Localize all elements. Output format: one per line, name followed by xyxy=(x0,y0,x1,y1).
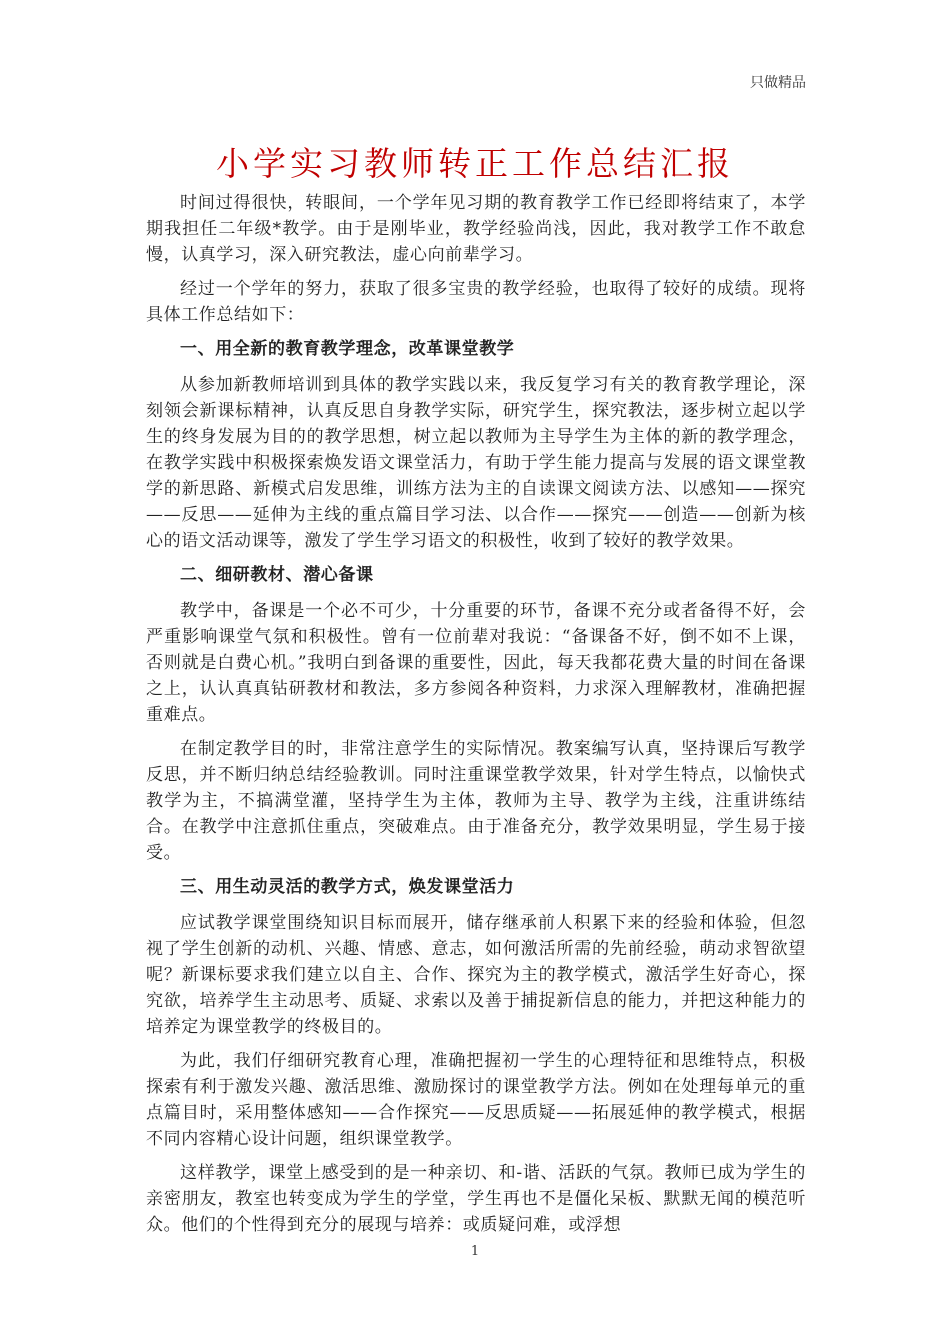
paragraph-section-2b: 在制定教学目的时，非常注意学生的实际情况。教案编写认真，坚持课后写教学反思，并不断归纳总结经验教训。同时注重课堂教学效果，针对学生特点，以愉快式教学为主，不搞满堂灌，坚持学生为主体，教师为主导、教学为主线，注重讲练结合。在教学中注意抓住重点，突破难点。由于准备充分，教学效果明显，学生易于接受。 xyxy=(146,739,806,863)
paragraph-section-1: 从参加新教师培训到具体的教学实践以来，我反复学习有关的教育教学理论，深刻领会新课标精神，认真反思自身教学实际，研究学生，探究教法，逐步树立起以学生的终身发展为目的的教学思想，树立起以教师为主导学生为主体的新的教学理念，在教学实践中积极探索焕发语文课堂活力，有助于学生能力提高与发展的语文课堂教学的新思路、新模式启发思维，训练方法为主的自读课文阅读方法、以感知——探究——反思——延伸为主线的重点篇目学习法、以合作——探究——创造——创新为核心的语文活动课等，激发了学生学习语文的积极性，收到了较好的教学效果。 xyxy=(146,375,806,551)
section-heading-3: 三、用生动灵活的教学方式，焕发课堂活力 xyxy=(180,877,515,897)
paragraph-section-3b: 为此，我们仔细研究教育心理，准确把握初一学生的心理特征和思维特点，积极探索有利于激发兴趣、激活思维、激励探讨的课堂教学方法。例如在处理每单元的重点篇目时，采用整体感知——合作探究——反思质疑——拓展延伸的教学模式，根据不同内容精心设计问题，组织课堂教学。 xyxy=(146,1051,806,1149)
paragraph-section-3c: 这样教学，课堂上感受到的是一种亲切、和-谐、活跃的气氛。教师已成为学生的亲密朋友，教室也转变成为学生的学堂，学生再也不是僵化呆板、默默无闻的模范听众。他们的个性得到充分的展现与培养：或质疑问难，或浮想 xyxy=(146,1163,806,1235)
section-heading-2: 二、细研教材、潜心备课 xyxy=(180,565,374,585)
document-title: 小学实习教师转正工作总结汇报 xyxy=(216,144,734,183)
paragraph-section-2a: 教学中，备课是一个必不可少，十分重要的环节，备课不充分或者备得不好，会严重影响课堂气氛和积极性。曾有一位前辈对我说：“备课备不好，倒不如不上课，否则就是白费心机。”我明白到备课的重要性，因此，每天我都花费大量的时间在备课之上，认认真真钻研教材和教法，多方参阅各种资料，力求深入理解教材，准确把握重难点。 xyxy=(146,601,806,725)
page-number: 1 xyxy=(470,1244,480,1259)
section-heading-1: 一、用全新的教育教学理念，改革课堂教学 xyxy=(180,339,515,359)
paragraph-section-3a: 应试教学课堂围绕知识目标而展开，储存继承前人积累下来的经验和体验，但忽视了学生创新的动机、兴趣、情感、意志，如何激活所需的先前经验，萌动求智欲望呢？新课标要求我们建立以自主、合作、探究为主的教学模式，激活学生好奇心，探究欲，培养学生主动思考、质疑、求索以及善于捕捉新信息的能力，并把这种能力的培养定为课堂教学的终极目的。 xyxy=(146,913,806,1037)
document-body xyxy=(146,190,806,1246)
paragraph-summary-lead: 经过一个学年的努力，获取了很多宝贵的教学经验，也取得了较好的成绩。现将具体工作总结如下： xyxy=(146,279,806,325)
header-note: 只做精品 xyxy=(750,75,806,91)
paragraph-intro: 时间过得很快，转眼间，一个学年见习期的教育教学工作已经即将结束了，本学期我担任二年级*教学。由于是刚毕业，教学经验尚浅，因此，我对教学工作不敢怠慢，认真学习，深入研究教法，虚心向前辈学习。 xyxy=(146,193,806,265)
